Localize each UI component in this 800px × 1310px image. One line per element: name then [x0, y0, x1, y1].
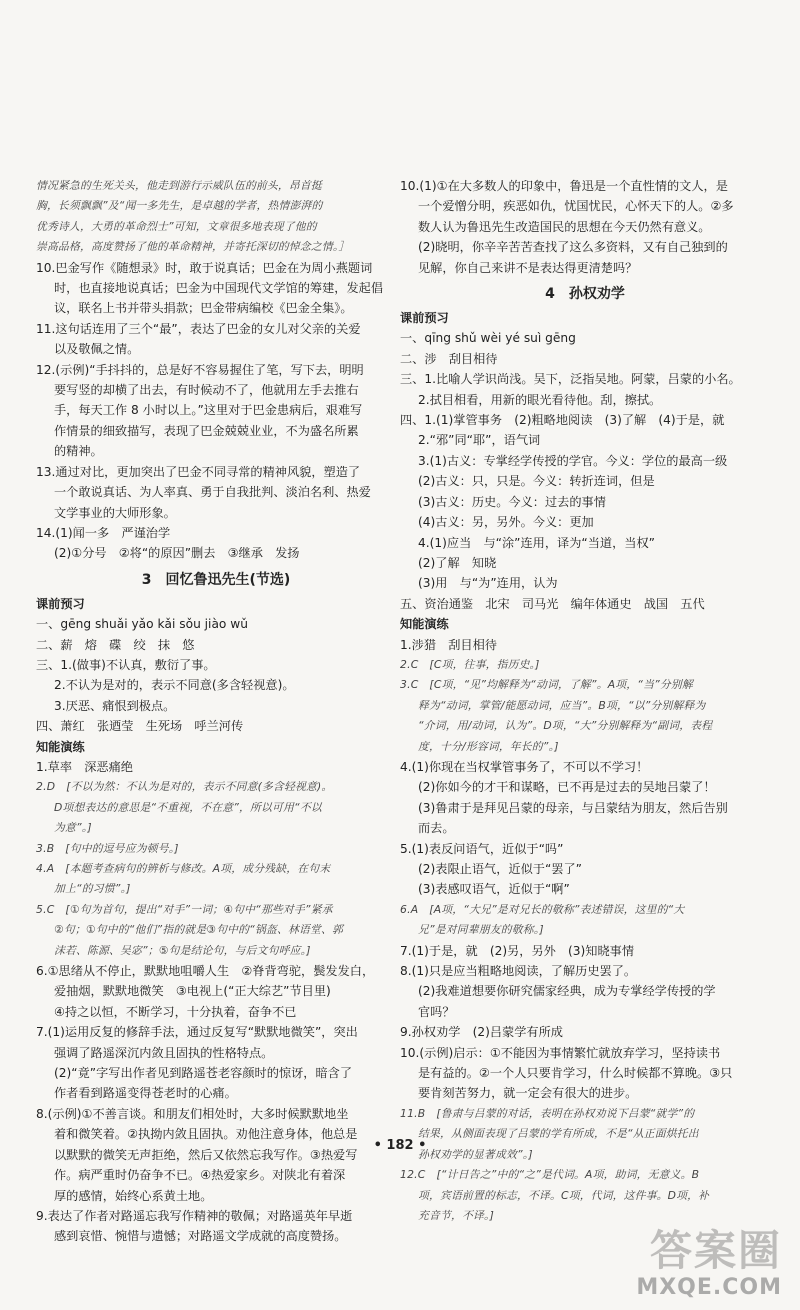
- answer-line: 度，十分/形容词，年长的”。]: [418, 739, 559, 753]
- answer-line: 一、gēng shuǎi yǎo kǎi sǒu jiào wǔ: [36, 617, 248, 632]
- answer-line: 5.C [①句为首句，提出“对手”一词；④句中“那些对手”紧承: [36, 902, 333, 916]
- answer-line: 13.通过对比，更加突出了巴金不同寻常的精神风貌，塑造了: [36, 464, 361, 479]
- answer-line: 作。病严重时仍奋争不已。④热爱家乡。对陕北有着深: [54, 1168, 346, 1183]
- answer-line: 沫若、陈源、吴宓”；⑤句是结论句，与后文句呼应。]: [54, 943, 311, 957]
- answer-line: 结果，从侧面表现了吕蒙的学有所成，不是“从正面烘托出: [418, 1127, 699, 1141]
- answer-line: 3.C [C项，“见”均解释为“动词，了解”。A项，“当”分别解: [400, 678, 693, 692]
- answer-line: 手，每天工作 8 小时以上。”这里对于巴金患病后，艰难写: [54, 403, 363, 418]
- answer-line: 着和微笑着。②执拗内敛且固执。劝他注意身体，他总是: [54, 1127, 358, 1142]
- answer-line: 2.“邪”同“耶”，语气词: [418, 433, 541, 448]
- page-number: • 182 •: [373, 1138, 427, 1153]
- answer-line: 的精神。: [54, 444, 103, 459]
- watermark-logo: 答案圈: [649, 1226, 782, 1275]
- section-title: 4 孙权劝学: [545, 286, 625, 303]
- answer-line: 5.(1)表反问语气，近似于“吗”: [400, 841, 564, 856]
- answer-line: (2)古义：只，只是。今义：转折连词，但是: [418, 474, 655, 489]
- answer-line: 数人认为鲁迅先生改造国民的思想在今天仍然有意义。: [418, 219, 711, 234]
- answer-line: 加上“的习惯”。]: [54, 882, 131, 896]
- answer-line: “介词，用/动词，认为”。D项，“大”分别解释为“副词，表程: [418, 719, 713, 733]
- answer-line: (3)鲁肃于是拜见吕蒙的母亲，与吕蒙结为朋友，然后告别: [418, 800, 728, 815]
- answer-line: 10.巴金写作《随想录》时，敢于说真话；巴金在为周小燕题词: [36, 260, 373, 275]
- answer-line: 四、1.(1)掌管事务 (2)粗略地阅读 (3)了解 (4)于是，就: [400, 413, 725, 428]
- answer-line: 二、涉 刮目相待: [400, 351, 498, 366]
- section-heading: 课前预习: [36, 596, 85, 611]
- answer-line: (2)①分号 ②将“的原因”删去 ③继承 发扬: [54, 546, 300, 561]
- answer-line: 情况紧急的生死关头，他走到游行示威队伍的前头，昂首挺: [36, 179, 322, 192]
- answer-line: 强调了路遥深沉内敛且固执的性格特点。: [54, 1045, 274, 1060]
- answer-line: 是有益的。②一个人只要肯学习，什么时候都不算晚。③只: [418, 1066, 733, 1081]
- answer-line: 见解，你自己来讲不是表达得更清楚吗？: [418, 260, 638, 275]
- answer-line: (2)“竟”字写出作者见到路遥苍老容颜时的惊讶，暗含了: [54, 1066, 353, 1081]
- answer-line: 而去。: [418, 821, 455, 836]
- answer-line: 以默默的微笑无声拒绝，然后又依然忘我写作。③热爱写: [54, 1147, 358, 1162]
- answer-line: 胸，长须飘飘”及“闻一多先生，是卓越的学者，热情澎湃的: [36, 199, 323, 213]
- answer-line: 三、1.(做事)不认真，敷衍了事。: [36, 657, 216, 672]
- answer-line: 项，宾语前置的标志，不译。C项，代词，这件事。D项，补: [418, 1188, 710, 1202]
- answer-line: 官吗？: [418, 1004, 455, 1019]
- answer-line: 优秀诗人，大勇的革命烈士”可知，文章很多地表现了他的: [36, 219, 317, 233]
- answer-line: 4.(1)应当 与“涂”连用，译为“当道，当权”: [418, 535, 655, 550]
- answer-line: 一、qīng shǔ wèi yé suì gēng: [400, 331, 576, 346]
- answer-line: ④持之以恒，不断学习，十分执着，奋争不已: [54, 1004, 297, 1019]
- answer-line: (2)了解 知晓: [418, 555, 497, 570]
- answer-line: 要肯刻苦努力，就一定会有很大的进步。: [418, 1086, 638, 1101]
- answer-line: 6.A [A项，“大兄”是对兄长的敬称”表述错误，这里的“大: [400, 902, 685, 916]
- answer-line: 10.(示例)启示：①不能因为事情繁忙就放弃学习，坚持读书: [400, 1045, 721, 1060]
- section-heading: 课前预习: [400, 311, 449, 326]
- answer-line: 爱抽烟，默默地微笑 ③电视上(“正大综艺”节目里): [54, 984, 331, 999]
- answer-line: (2)表限止语气，近似于“罢了”: [418, 862, 582, 876]
- answer-line: 4.A [本题考查病句的辨析与修改。A项，成分残缺，在句末: [36, 862, 331, 875]
- answer-line: 9.表达了作者对路遥忘我写作精神的敬佩；对路遥英年早逝: [36, 1208, 353, 1223]
- answer-line: (3)表感叹语气，近似于“啊”: [418, 882, 570, 897]
- answer-line: 8.(示例)①不善言谈。和朋友们相处时，大多时候默默地坐: [36, 1106, 349, 1121]
- answer-line: 三、1.比喻人学识尚浅。吴下，泛指吴地。阿蒙，吕蒙的小名。: [400, 372, 741, 387]
- answer-line: 兄”是对同辈朋友的敬称。]: [418, 923, 544, 937]
- answer-line: 文学事业的大师形象。: [54, 505, 176, 520]
- answer-line: 议，联名上书并带头捐款；巴金带病编校《巴金全集》。: [54, 301, 353, 316]
- answer-line: 作情景的细致描写，表现了巴金兢兢业业，不为盛名所累: [54, 423, 359, 438]
- answer-line: 厚的感情，始终心系黄土地。: [54, 1188, 213, 1203]
- answer-line: 4.(1)你现在当权掌管事务了，不可以不学习！: [400, 759, 649, 774]
- answer-line: 12.C [“计日告之”中的“之”是代词。A项，助词，无意义。B: [400, 1168, 700, 1182]
- watermark-url: MXQE.COM: [636, 1275, 782, 1300]
- answer-line: (2)晓明，你辛辛苦苦查找了这么多资料，又有自己独到的: [418, 240, 728, 255]
- answer-line: 11.B [鲁肃与吕蒙的对话，表明在孙权劝说下吕蒙“就学”的: [400, 1106, 695, 1120]
- answer-line: (3)用 与“为”连用，认为: [418, 576, 558, 591]
- answer-line: 3.B [句中的逗号应为顿号。]: [36, 841, 179, 855]
- section-title: 3 回忆鲁迅先生(节选): [141, 571, 291, 588]
- answer-line: 作者看到路遥变得苍老时的心痛。: [54, 1086, 237, 1101]
- left-column: [36, 176, 396, 1247]
- answer-line: 7.(1)于是，就 (2)另，另外 (3)知晓事情: [400, 943, 635, 958]
- answer-line: ②句；①句中的“他们”指的就是③句中的“锅盔、林语堂、郭: [54, 923, 343, 937]
- right-column: [400, 176, 770, 1226]
- answer-line: 一个爱憎分明，疾恶如仇，忧国忧民，心怀天下的人。②多: [418, 199, 734, 214]
- answer-line: 6.①思绪从不停止，默默地咀嚼人生 ②脊背弯驼，鬓发发白，: [36, 964, 375, 979]
- answer-line: 10.(1)①在大多数人的印象中，鲁迅是一个直性情的文人，是: [400, 179, 728, 193]
- answer-line: 2.D [不以为然：不认为是对的，表示不同意(多含轻视意)。: [36, 780, 333, 794]
- answer-line: 五、资治通鉴 北宋 司马光 编年体通史 战国 五代: [400, 596, 705, 611]
- answer-line: 11.这句话连用了三个“最”，表达了巴金的女儿对父亲的关爱: [36, 321, 361, 336]
- answer-line: 一个敢说真话、为人率真、勇于自我批判、淡泊名利、热爱: [54, 485, 371, 500]
- answer-line: 充音节，不译。]: [418, 1208, 494, 1222]
- answer-line: 崇高品格，高度赞扬了他的革命精神，并寄托深切的悼念之情。］: [36, 240, 350, 254]
- answer-line: 2.不认为是对的，表示不同意(多含轻视意)。: [54, 678, 295, 693]
- answer-line: 14.(1)闻一多 严谨治学: [36, 525, 171, 540]
- answer-line: 释为“动词，掌管/能愿动词，应当”。B项，“以”分别解释为: [418, 698, 706, 712]
- section-heading: 知能演练: [36, 739, 85, 754]
- section-heading: 知能演练: [400, 617, 449, 632]
- watermark: [633, 1218, 788, 1302]
- answer-line: 要写竖的却横了出去，有时候动不了，他就用左手去推右: [54, 383, 359, 398]
- answer-line: 1.草率 深恶痛绝: [36, 759, 133, 774]
- answer-line: 二、薪 熔 碟 绞 抹 悠: [36, 637, 195, 652]
- answer-line: (2)你如今的才干和谋略，已不再是过去的吴地吕蒙了！: [418, 780, 716, 795]
- answer-line: 时，也直接地说真话；巴金为中国现代文学馆的筹建，发起倡: [54, 281, 384, 296]
- answer-line: 3.(1)古义：专掌经学传授的学官。今义：学位的最高一级: [418, 453, 728, 468]
- answer-line: 孙权劝学的显著成效”。]: [418, 1147, 533, 1161]
- answer-line: 四、萧红 张迺莹 生死场 呼兰河传: [36, 719, 244, 734]
- answer-line: 3.厌恶、痛恨到极点。: [54, 698, 176, 713]
- answer-line: 为意”。]: [54, 821, 92, 835]
- answer-line: 9.孙权劝学 (2)吕蒙学有所成: [400, 1025, 563, 1040]
- answer-line: 1.涉猎 刮目相待: [400, 637, 497, 652]
- answer-line: 2.拭目相看，用新的眼光看待他。刮，擦拭。: [418, 392, 662, 407]
- answer-line: 以及敬佩之情。: [54, 342, 140, 357]
- answer-line: 7.(1)运用反复的修辞手法，通过反复写“默默地微笑”，突出: [36, 1025, 358, 1040]
- answer-line: 2.C [C项，往事，指历史。]: [400, 657, 540, 671]
- answer-line: (2)我难道想要你研究儒家经典，成为专掌经学传授的学: [418, 984, 716, 999]
- answer-line: (4)古义：另，另外。今义：更加: [418, 515, 594, 530]
- answer-line: D项想表达的意思是“不重视，不在意”，所以可用“不以: [54, 800, 322, 814]
- answer-line: 感到哀惜、惋惜与遗憾；对路遥文学成就的高度赞扬。: [54, 1229, 347, 1244]
- answer-line: 12.(示例)“手抖抖的，总是好不容易握住了笔，写下去，明明: [36, 362, 364, 377]
- answer-line: 8.(1)只是应当粗略地阅读，了解历史罢了。: [400, 964, 637, 979]
- answer-line: (3)古义：历史。今义：过去的事情: [418, 494, 606, 509]
